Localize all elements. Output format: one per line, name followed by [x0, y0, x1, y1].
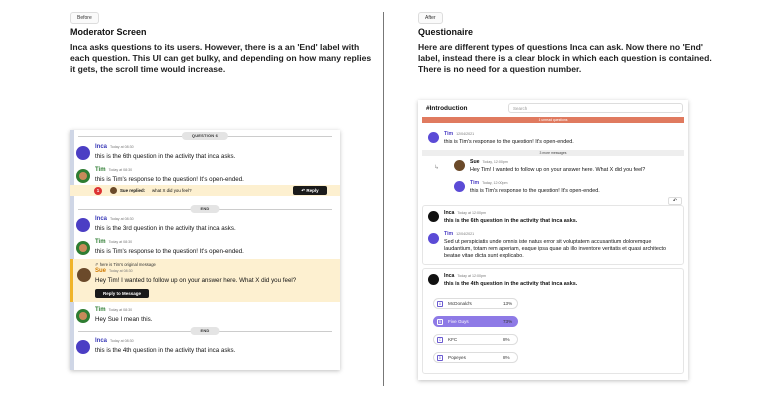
sender-name: Tim Today, 12:00pm: [470, 180, 508, 186]
search-input[interactable]: Search: [508, 103, 683, 113]
sender-name: Tim Today at 08:30: [95, 307, 133, 313]
message-text: this is Tim's response to the question! It's open-ended.: [444, 139, 574, 145]
message-tim[interactable]: [70, 238, 340, 260]
option-letter-icon: B: [438, 320, 442, 324]
option-percent: 8%: [503, 355, 510, 360]
message-inca[interactable]: [70, 215, 340, 237]
after-heading: Questionaire: [418, 27, 474, 37]
sender-name: Tim 12/04/2021: [444, 131, 475, 137]
unread-banner[interactable]: 1 unread questions: [422, 117, 684, 123]
sender-name: Tim Today at 08:30: [95, 239, 133, 245]
avatar: [76, 340, 90, 354]
avatar: [428, 274, 439, 285]
message-text: Hey Sue I mean this.: [95, 316, 153, 323]
reply-preview: what X did you feel?: [152, 188, 192, 193]
option-percent: 8%: [503, 337, 510, 342]
desc-line: it gets, the scroll time would increase.: [70, 64, 226, 74]
avatar: [76, 309, 90, 323]
message-text: beatae vitae dicta sunt explicabo.: [444, 253, 524, 259]
message-text: Hey Tim! I wanted to follow up on your answer here. What X did you feel?: [470, 167, 646, 173]
sender-name: Inca Today at 08:30: [95, 144, 134, 150]
avatar: [77, 268, 91, 282]
question-text: this is the 6th question in the activity that inca asks.: [444, 218, 578, 224]
desc-line: label, instead there is a clear block in which each question is contained.: [418, 53, 712, 63]
sender-name: Sue Today, 12:00pm: [470, 159, 508, 165]
message-text: this is the 6th question in the activity that inca asks.: [95, 153, 236, 160]
reply-icon[interactable]: ↶: [668, 197, 682, 205]
questionnaire-chat: [418, 100, 688, 380]
question-separator: [70, 132, 340, 140]
quote-icon: ↱: [95, 262, 100, 267]
message-text: this is Tim's response to the question! It's open-ended.: [470, 188, 600, 194]
thread-arrow-icon: ↳: [434, 165, 440, 171]
message-inca[interactable]: [70, 337, 340, 359]
message-text: this is Tim's response to the question! It's open-ended.: [95, 248, 244, 255]
reply-by: Sue replied:: [120, 188, 146, 193]
message-text: this is the 3rd question in the activity that inca asks.: [95, 225, 236, 232]
avatar: [428, 233, 439, 244]
message-text: this is Tim's response to the question! It's open-ended.: [95, 176, 244, 183]
avatar: [454, 160, 465, 171]
replier-avatar: [110, 187, 117, 194]
reply-icon: ↶: [301, 188, 307, 193]
end-label: END: [190, 205, 219, 213]
message-text: laudantium, totam rem aperiam, eaque ipsa quae ab illo inventore veritatis et quasi architecto: [444, 246, 667, 252]
option-label: McDonald's: [448, 301, 472, 306]
quote-line: ↱ here is Tim's original message: [95, 262, 156, 267]
before-description: [70, 42, 371, 75]
more-messages-bar[interactable]: 3 more messages: [422, 150, 684, 156]
sender-name: Sue Today at 08:30: [95, 268, 133, 274]
sender-name: Inca Today at 08:30: [95, 338, 134, 344]
sender-name: Inca Today at 12:00pm: [444, 210, 486, 216]
avatar: [428, 211, 439, 222]
reply-to-message-button[interactable]: Reply to Message: [95, 289, 149, 298]
avatar: [76, 241, 90, 255]
option-letter-icon: D: [438, 356, 442, 360]
vertical-divider: [383, 12, 384, 386]
reply-message-block[interactable]: [70, 259, 340, 302]
poll-block: [422, 268, 684, 374]
question-block: [422, 205, 684, 265]
question-label: QUESTION 6: [182, 132, 228, 140]
desc-line: each question. This UI can get bulky, and depending on how many replies: [70, 53, 372, 63]
message-text: Hey Tim! I wanted to follow up on your answer here. What X did you feel?: [95, 277, 297, 284]
avatar: [76, 218, 90, 232]
before-tag: Before: [70, 12, 99, 24]
option-label: KFC: [448, 337, 458, 342]
sender-name: Tim Today at 08:30: [95, 167, 133, 173]
option-percent: 73%: [503, 319, 513, 324]
end-separator: [70, 327, 340, 335]
question-text: this is the 4th question in the activity that inca asks.: [444, 281, 578, 287]
message-text: this is the 4th question in the activity that inca asks.: [95, 347, 236, 354]
message-text: Sed ut perspiciatis unde omnis iste natus error sit voluptatem accusantium doloremque: [444, 239, 652, 245]
option-percent: 13%: [503, 301, 513, 306]
before-heading: Moderator Screen: [70, 27, 147, 37]
desc-line: There is no need for a question number.: [418, 64, 582, 74]
reply-button[interactable]: ↶ Reply: [293, 186, 327, 195]
sender-name: Inca Today at 12:00pm: [444, 273, 486, 279]
moderator-chat: [70, 130, 340, 370]
reply-thread-bar[interactable]: [70, 185, 340, 196]
channel-title: #Introduction: [426, 105, 468, 112]
message-inca[interactable]: [70, 143, 340, 165]
message-tim[interactable]: [70, 306, 340, 328]
sender-name: Inca Today at 08:30: [95, 216, 134, 222]
option-label: Five Guys: [448, 319, 469, 324]
after-description: [418, 42, 712, 75]
sender-name: Tim 12/04/2021: [444, 231, 475, 237]
reply-count-badge: 1: [94, 187, 102, 195]
option-label: Popeyes: [448, 355, 466, 360]
option-letter-icon: C: [438, 338, 442, 342]
end-label: END: [190, 327, 219, 335]
avatar: [76, 146, 90, 160]
desc-line: Here are different types of questions Inca can ask. Now there no 'End': [418, 42, 703, 52]
avatar: [428, 132, 439, 143]
desc-line: Inca asks questions to its users. However, there is a an 'End' label with: [70, 42, 360, 52]
question-block: [422, 127, 684, 202]
avatar: [76, 169, 90, 183]
end-separator: [70, 205, 340, 213]
option-letter-icon: A: [438, 302, 442, 306]
after-tag: After: [418, 12, 443, 24]
avatar: [454, 181, 465, 192]
